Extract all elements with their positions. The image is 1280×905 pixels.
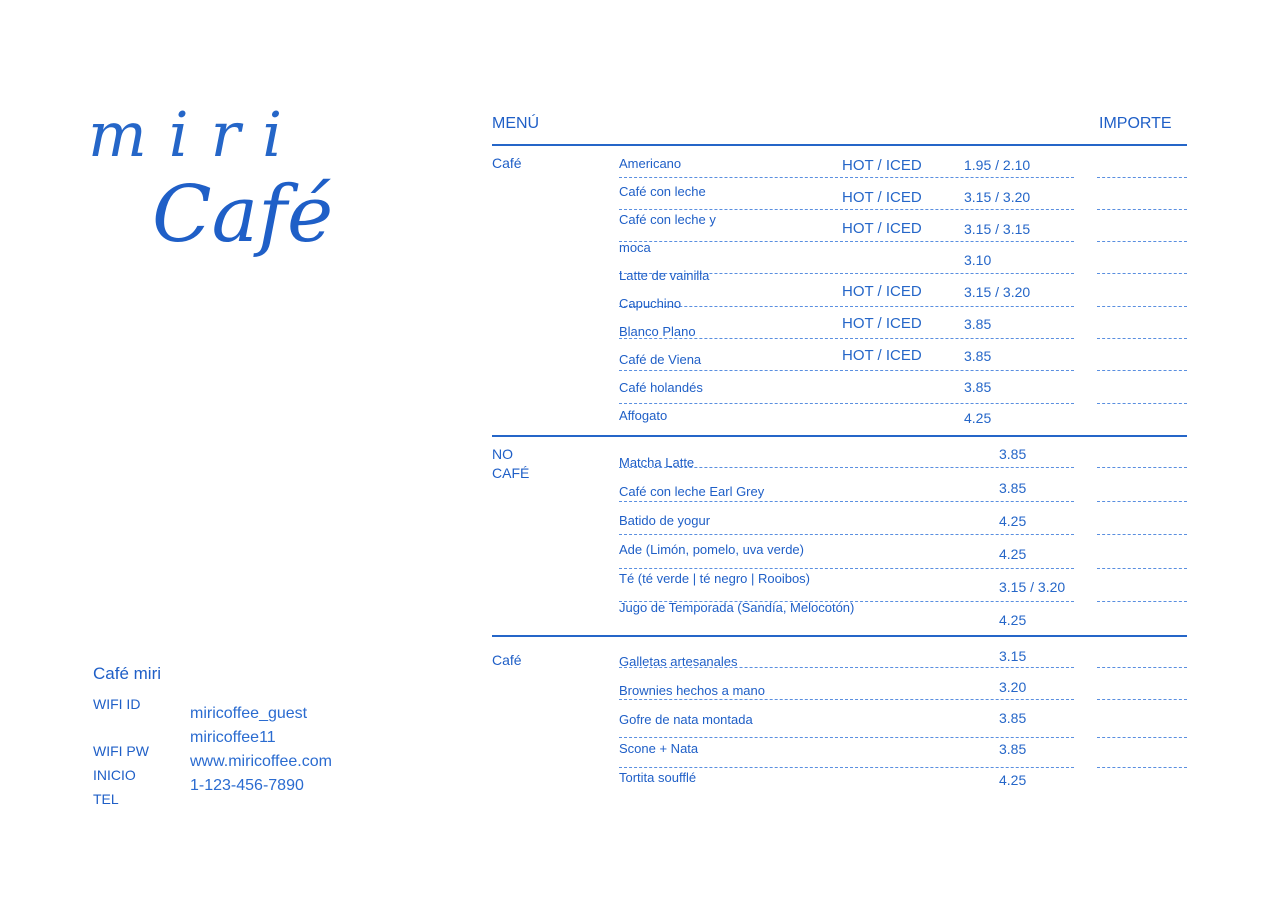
divider — [1097, 370, 1187, 371]
divider — [1097, 467, 1187, 468]
menu-item-temp: HOT / ICED — [842, 283, 922, 300]
divider — [619, 767, 1074, 768]
divider — [619, 177, 1074, 178]
divider — [1097, 667, 1187, 668]
inicio-label: INICIO — [93, 767, 136, 783]
menu-item-price: 3.15 / 3.20 — [999, 579, 1066, 595]
menu-item-name: Café con leche Earl Grey — [619, 484, 765, 499]
divider — [619, 306, 1074, 307]
divider — [1097, 209, 1187, 210]
menu-item-name: Brownies hechos a mano — [619, 683, 765, 698]
menu-item-name: Té (té verde | té negro | Rooibos) — [619, 571, 811, 586]
divider — [1097, 403, 1187, 404]
menu-item-name: Galletas artesanales — [619, 654, 738, 669]
menu-item-name: Affogato — [619, 408, 668, 423]
divider — [619, 209, 1074, 210]
menu-item-name: Jugo de Temporada (Sandía, Melocotón) — [619, 600, 855, 615]
menu-item-name: Latte de vainilla — [619, 268, 710, 283]
divider — [1097, 737, 1187, 738]
menu-item-temp: HOT / ICED — [842, 347, 922, 364]
section-rule — [492, 435, 1187, 437]
menu-item-temp: HOT / ICED — [842, 189, 922, 206]
header-rule — [492, 144, 1187, 146]
menu-item-name: Batido de yogur — [619, 513, 711, 528]
divider — [619, 403, 1074, 404]
menu-item-price: 3.15 — [999, 648, 1027, 664]
divider — [1097, 534, 1187, 535]
menu-item-name: Capuchino — [619, 296, 682, 311]
wifi-pw-value: miricoffee11 — [190, 729, 276, 746]
menu-item-temp: HOT / ICED — [842, 315, 922, 332]
menu-item-price: 4.25 — [999, 612, 1027, 628]
menu-item-name: Scone + Nata — [619, 741, 699, 756]
logo-cafe: Café — [152, 170, 334, 260]
divider — [619, 467, 1074, 468]
importe-header: IMPORTE — [1099, 115, 1172, 132]
divider — [1097, 699, 1187, 700]
divider — [619, 699, 1074, 700]
menu-item-price: 3.10 — [964, 252, 992, 268]
menu-item-price: 3.85 — [999, 446, 1027, 462]
menu-item-name: Gofre de nata montada — [619, 712, 753, 727]
divider — [619, 370, 1074, 371]
wifi-id-label: WIFI ID — [93, 696, 141, 712]
menu-item-price: 4.25 — [964, 410, 992, 426]
website-link[interactable]: www.miricoffee.com — [190, 753, 332, 770]
menu-item-price: 3.15 / 3.20 — [964, 284, 1031, 300]
menu-item-price: 1.95 / 2.10 — [964, 157, 1031, 173]
menu-item-name: moca — [619, 240, 651, 255]
divider — [619, 501, 1074, 502]
menu-item-price: 3.15 / 3.15 — [964, 221, 1031, 237]
menu-item-price: 3.85 — [999, 741, 1027, 757]
divider — [1097, 273, 1187, 274]
menu-item-price: 4.25 — [999, 546, 1027, 562]
menu-item-name: Café de Viena — [619, 352, 702, 367]
menu-item-temp: HOT / ICED — [842, 157, 922, 174]
menu-item-name: Café con leche — [619, 184, 706, 199]
divider — [1097, 306, 1187, 307]
info-title: Café miri — [93, 664, 162, 683]
section-rule — [492, 635, 1187, 637]
category-label: Café — [492, 652, 522, 668]
divider — [1097, 767, 1187, 768]
divider — [619, 568, 1074, 569]
divider — [619, 737, 1074, 738]
divider — [619, 534, 1074, 535]
menu-item-name: Matcha Latte — [619, 455, 695, 470]
wifi-id-value: miricoffee_guest — [190, 705, 308, 722]
menu-item-name: Café holandés — [619, 380, 703, 395]
menu-item-temp: HOT / ICED — [842, 220, 922, 237]
menu-item-price: 4.25 — [999, 772, 1027, 788]
divider — [619, 667, 1074, 668]
divider — [1097, 338, 1187, 339]
divider — [1097, 241, 1187, 242]
menu-item-name: Americano — [619, 156, 682, 171]
divider — [1097, 501, 1187, 502]
phone-number[interactable]: 1-123-456-7890 — [190, 777, 304, 794]
category-label: NO CAFÉ — [492, 446, 530, 481]
divider — [1097, 177, 1187, 178]
menu-item-price: 4.25 — [999, 513, 1027, 529]
menu-item-price: 3.85 — [964, 379, 992, 395]
divider — [1097, 568, 1187, 569]
tel-label: TEL — [93, 791, 119, 807]
wifi-pw-label: WIFI PW — [93, 743, 149, 759]
menu-item-name: Ade (Limón, pomelo, uva verde) — [619, 542, 804, 557]
menu-item-price: 3.85 — [964, 348, 992, 364]
menu-header: MENÚ — [492, 115, 540, 132]
menu-item-price: 3.20 — [999, 679, 1027, 695]
menu-item-name: Tortita soufflé — [619, 770, 697, 785]
menu-item-price: 3.85 — [999, 480, 1027, 496]
menu-item-name: Blanco Plano — [619, 324, 696, 339]
logo-miri: miri — [88, 98, 305, 171]
menu-item-name: Café con leche y — [619, 212, 716, 227]
menu-item-price: 3.85 — [964, 316, 992, 332]
menu-item-price: 3.15 / 3.20 — [964, 189, 1031, 205]
divider — [619, 241, 1074, 242]
category-label: Café — [492, 155, 522, 171]
divider — [1097, 601, 1187, 602]
menu-item-price: 3.85 — [999, 710, 1027, 726]
